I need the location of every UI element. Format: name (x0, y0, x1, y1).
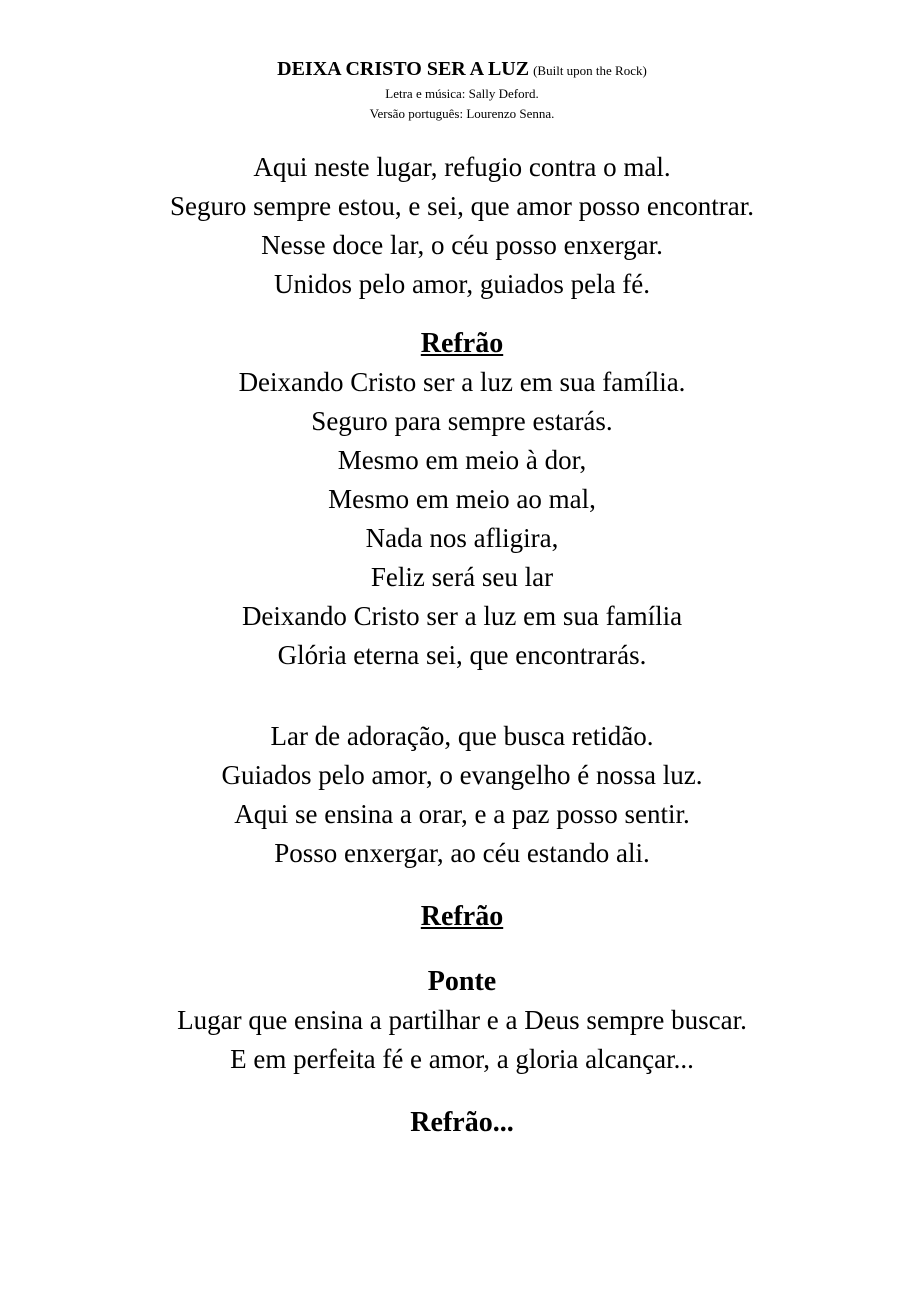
verse-line: Seguro sempre estou, e sei, que amor posso encontrar. (169, 191, 755, 221)
chorus-line: Glória eterna sei, que encontrarás. (277, 640, 647, 670)
chorus-line: Mesmo em meio à dor, (337, 445, 587, 475)
chorus-repeat-heading: Refrão (420, 901, 504, 932)
verse-line: Unidos pelo amor, guiados pela fé. (273, 269, 651, 299)
verse-line: Guiados pelo amor, o evangelho é nossa luz. (221, 760, 703, 790)
bridge (0, 962, 924, 1079)
chorus-line: Deixando Cristo ser a luz em sua família. (238, 367, 686, 397)
verse-2 (0, 717, 924, 873)
chorus-line: Mesmo em meio ao mal, (328, 484, 596, 514)
chorus-line: Feliz será seu lar (370, 562, 554, 592)
bridge-heading: Ponte (427, 966, 497, 997)
song-title: DEIXA CRISTO SER A LUZ (277, 58, 530, 80)
bridge-line: Lugar que ensina a partilhar e a Deus sempre buscar. (177, 1005, 747, 1035)
chorus (0, 324, 924, 675)
chorus-lines (0, 363, 924, 675)
verse-line: Aqui se ensina a orar, e a paz posso sentir. (234, 799, 690, 829)
credit-version: Versão português: Lourenzo Senna. (369, 106, 555, 121)
chorus-line: Seguro para sempre estarás. (311, 406, 613, 436)
chorus-line: Nada nos afligira, (365, 523, 559, 553)
song-title-line (0, 56, 924, 84)
bridge-line: E em perfeita fé e amor, a gloria alcançar... (230, 1044, 694, 1074)
bridge-lines (0, 1001, 924, 1079)
verse-line: Nesse doce lar, o céu posso enxergar. (261, 230, 663, 260)
verse-1 (0, 148, 924, 304)
verse-line: Aqui neste lugar, refugio contra o mal. (253, 152, 671, 182)
chorus-final-heading: Refrão... (410, 1107, 514, 1138)
original-title: (Built upon the Rock) (533, 63, 647, 78)
verse-line: Posso enxergar, ao céu estando ali. (274, 838, 650, 868)
verse-line: Lar de adoração, que busca retidão. (270, 721, 654, 751)
credit-music: Letra e música: Sally Deford. (385, 86, 539, 101)
chorus-line: Deixando Cristo ser a luz em sua família (241, 601, 683, 631)
chorus-heading: Refrão (420, 328, 504, 359)
